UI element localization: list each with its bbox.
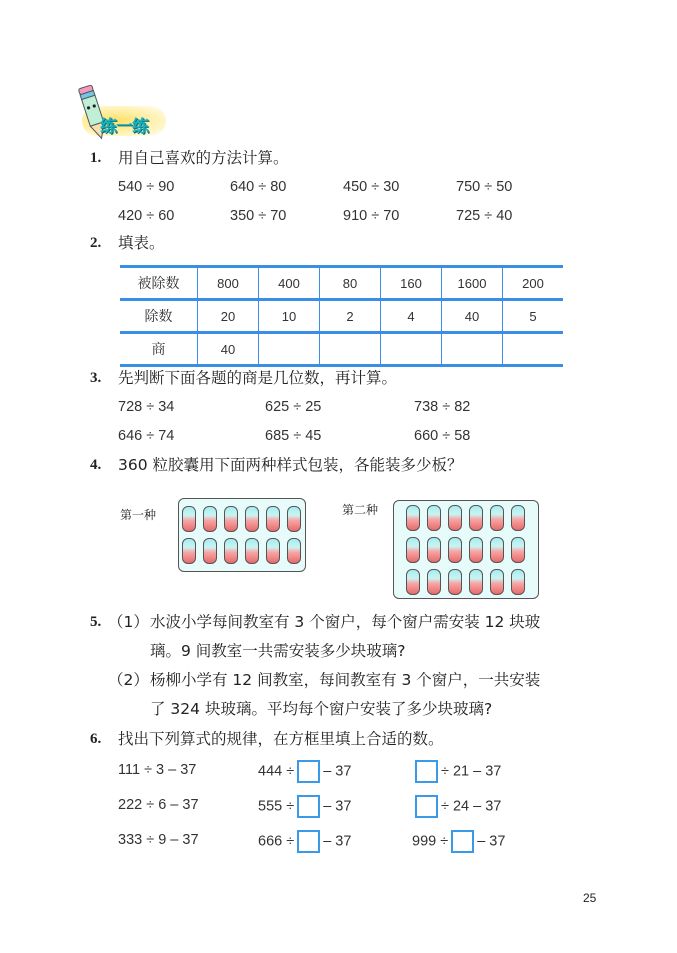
practice-badge bbox=[68, 82, 168, 142]
capsule-icon bbox=[224, 538, 238, 564]
q5-part1-tag: （1） bbox=[108, 613, 149, 631]
q5-part2-tag: （2） bbox=[108, 671, 149, 689]
capsule-icon bbox=[448, 569, 462, 595]
q5-part2-line1: 杨柳小学有 12 间教室，每间教室有 3 个窗户，一共安装 bbox=[150, 671, 541, 689]
q6-fill-expression bbox=[258, 760, 351, 783]
answer-box[interactable] bbox=[297, 795, 320, 818]
answer-cell[interactable] bbox=[442, 333, 503, 366]
capsule-icon bbox=[245, 538, 259, 564]
capsule-icon bbox=[511, 537, 525, 563]
expression-prefix: 999 ÷ bbox=[412, 833, 449, 850]
badge-title: 练一练 bbox=[100, 117, 148, 137]
capsule-icon bbox=[427, 505, 441, 531]
capsule-icon bbox=[469, 505, 483, 531]
q1-expression: 725 ÷ 40 bbox=[456, 208, 513, 224]
q1-expression: 450 ÷ 30 bbox=[343, 179, 400, 195]
q1-expression: 350 ÷ 70 bbox=[230, 208, 287, 224]
expression-suffix: ÷ 24 – 37 bbox=[441, 798, 502, 815]
q6-fill-expression bbox=[258, 795, 351, 818]
capsule-icon bbox=[406, 569, 420, 595]
capsule-icon bbox=[287, 538, 301, 564]
capsule-icon bbox=[266, 506, 280, 532]
table-cell: 200 bbox=[503, 267, 564, 300]
q2-number: 2. bbox=[90, 235, 102, 251]
pack-1-label: 第一种 bbox=[120, 508, 157, 522]
capsule-icon bbox=[490, 505, 504, 531]
capsule-icon bbox=[182, 538, 196, 564]
table-row bbox=[120, 333, 563, 366]
capsule-icon bbox=[203, 538, 217, 564]
q2-prompt: 填表。 bbox=[118, 234, 165, 252]
pack-2-label: 第二种 bbox=[342, 503, 379, 517]
q5-part1-line1: 水波小学每间教室有 3 个窗户，每个窗户需安装 12 块玻 bbox=[150, 613, 541, 631]
table-cell: 40 bbox=[198, 333, 259, 366]
table-cell: 40 bbox=[442, 300, 503, 333]
table-cell: 4 bbox=[381, 300, 442, 333]
q1-expression: 640 ÷ 80 bbox=[230, 179, 287, 195]
q3-expression: 646 ÷ 74 bbox=[118, 428, 175, 444]
capsule-icon bbox=[511, 505, 525, 531]
q6-prompt: 找出下列算式的规律，在方框里填上合适的数。 bbox=[118, 730, 444, 748]
table-cell: 800 bbox=[198, 267, 259, 300]
q5-part1-line2: 璃。9 间教室一共需安装多少块玻璃? bbox=[150, 642, 406, 660]
page-number: 25 bbox=[583, 891, 597, 905]
answer-cell[interactable] bbox=[503, 333, 564, 366]
q1-prompt: 用自己喜欢的方法计算。 bbox=[118, 149, 289, 167]
capsule-pack-2 bbox=[393, 500, 539, 599]
table-row bbox=[120, 267, 563, 300]
table-cell: 20 bbox=[198, 300, 259, 333]
q1-expression: 750 ÷ 50 bbox=[456, 179, 513, 195]
q3-expression: 728 ÷ 34 bbox=[118, 399, 175, 415]
capsule-icon bbox=[287, 506, 301, 532]
capsule-icon bbox=[490, 537, 504, 563]
q6-fill-expression bbox=[258, 830, 351, 853]
capsule-icon bbox=[448, 505, 462, 531]
q5-part2-line2: 了 324 块玻璃。平均每个窗户安装了多少块玻璃? bbox=[150, 700, 493, 718]
answer-box[interactable] bbox=[415, 760, 438, 783]
q6-expression: 222 ÷ 6 – 37 bbox=[118, 797, 199, 813]
answer-box[interactable] bbox=[297, 830, 320, 853]
q1-expression: 910 ÷ 70 bbox=[343, 208, 400, 224]
q6-expression: 333 ÷ 9 – 37 bbox=[118, 832, 199, 848]
expression-suffix: – 37 bbox=[477, 833, 506, 850]
expression-suffix: ÷ 21 – 37 bbox=[441, 763, 502, 780]
q6-fill-expression bbox=[412, 760, 501, 783]
expression-prefix: 666 ÷ bbox=[258, 833, 295, 850]
q6-number: 6. bbox=[90, 731, 102, 747]
answer-cell[interactable] bbox=[259, 333, 320, 366]
division-table bbox=[120, 265, 563, 367]
table-cell: 400 bbox=[259, 267, 320, 300]
capsule-icon bbox=[266, 538, 280, 564]
capsule-icon bbox=[203, 506, 217, 532]
q5-number: 5. bbox=[90, 614, 102, 630]
table-row bbox=[120, 300, 563, 333]
expression-suffix: – 37 bbox=[323, 798, 352, 815]
table-cell: 80 bbox=[320, 267, 381, 300]
capsule-icon bbox=[224, 506, 238, 532]
capsule-icon bbox=[490, 569, 504, 595]
expression-suffix: – 37 bbox=[323, 763, 352, 780]
answer-cell[interactable] bbox=[381, 333, 442, 366]
table-cell: 2 bbox=[320, 300, 381, 333]
answer-cell[interactable] bbox=[320, 333, 381, 366]
q3-expression: 625 ÷ 25 bbox=[265, 399, 322, 415]
capsule-icon bbox=[469, 569, 483, 595]
capsule-icon bbox=[182, 506, 196, 532]
table-cell: 1600 bbox=[442, 267, 503, 300]
q1-expression: 540 ÷ 90 bbox=[118, 179, 175, 195]
q3-expression: 660 ÷ 58 bbox=[414, 428, 471, 444]
capsule-icon bbox=[469, 537, 483, 563]
row-header: 商 bbox=[120, 333, 198, 366]
row-header: 被除数 bbox=[120, 267, 198, 300]
answer-box[interactable] bbox=[415, 795, 438, 818]
expression-prefix: 555 ÷ bbox=[258, 798, 295, 815]
expression-prefix: 444 ÷ bbox=[258, 763, 295, 780]
q4-number: 4. bbox=[90, 457, 102, 473]
q3-expression: 738 ÷ 82 bbox=[414, 399, 471, 415]
q3-prompt: 先判断下面各题的商是几位数，再计算。 bbox=[118, 369, 398, 387]
table-cell: 5 bbox=[503, 300, 564, 333]
answer-box[interactable] bbox=[297, 760, 320, 783]
table-cell: 160 bbox=[381, 267, 442, 300]
capsule-icon bbox=[427, 537, 441, 563]
expression-suffix: – 37 bbox=[323, 833, 352, 850]
q4-prompt: 360 粒胶囊用下面两种样式包装，各能装多少板？ bbox=[118, 456, 463, 474]
q1-number: 1. bbox=[90, 150, 102, 166]
capsule-pack-1 bbox=[178, 498, 306, 572]
capsule-icon bbox=[245, 506, 259, 532]
table-cell: 10 bbox=[259, 300, 320, 333]
q3-number: 3. bbox=[90, 370, 102, 386]
capsule-icon bbox=[406, 505, 420, 531]
q6-fill-expression bbox=[412, 830, 505, 853]
q1-expression: 420 ÷ 60 bbox=[118, 208, 175, 224]
capsule-icon bbox=[406, 537, 420, 563]
q6-expression: 111 ÷ 3 – 37 bbox=[118, 762, 197, 778]
q6-fill-expression bbox=[412, 795, 501, 818]
answer-box[interactable] bbox=[451, 830, 474, 853]
row-header: 除数 bbox=[120, 300, 198, 333]
q3-expression: 685 ÷ 45 bbox=[265, 428, 322, 444]
capsule-icon bbox=[427, 569, 441, 595]
capsule-icon bbox=[448, 537, 462, 563]
capsule-icon bbox=[511, 569, 525, 595]
